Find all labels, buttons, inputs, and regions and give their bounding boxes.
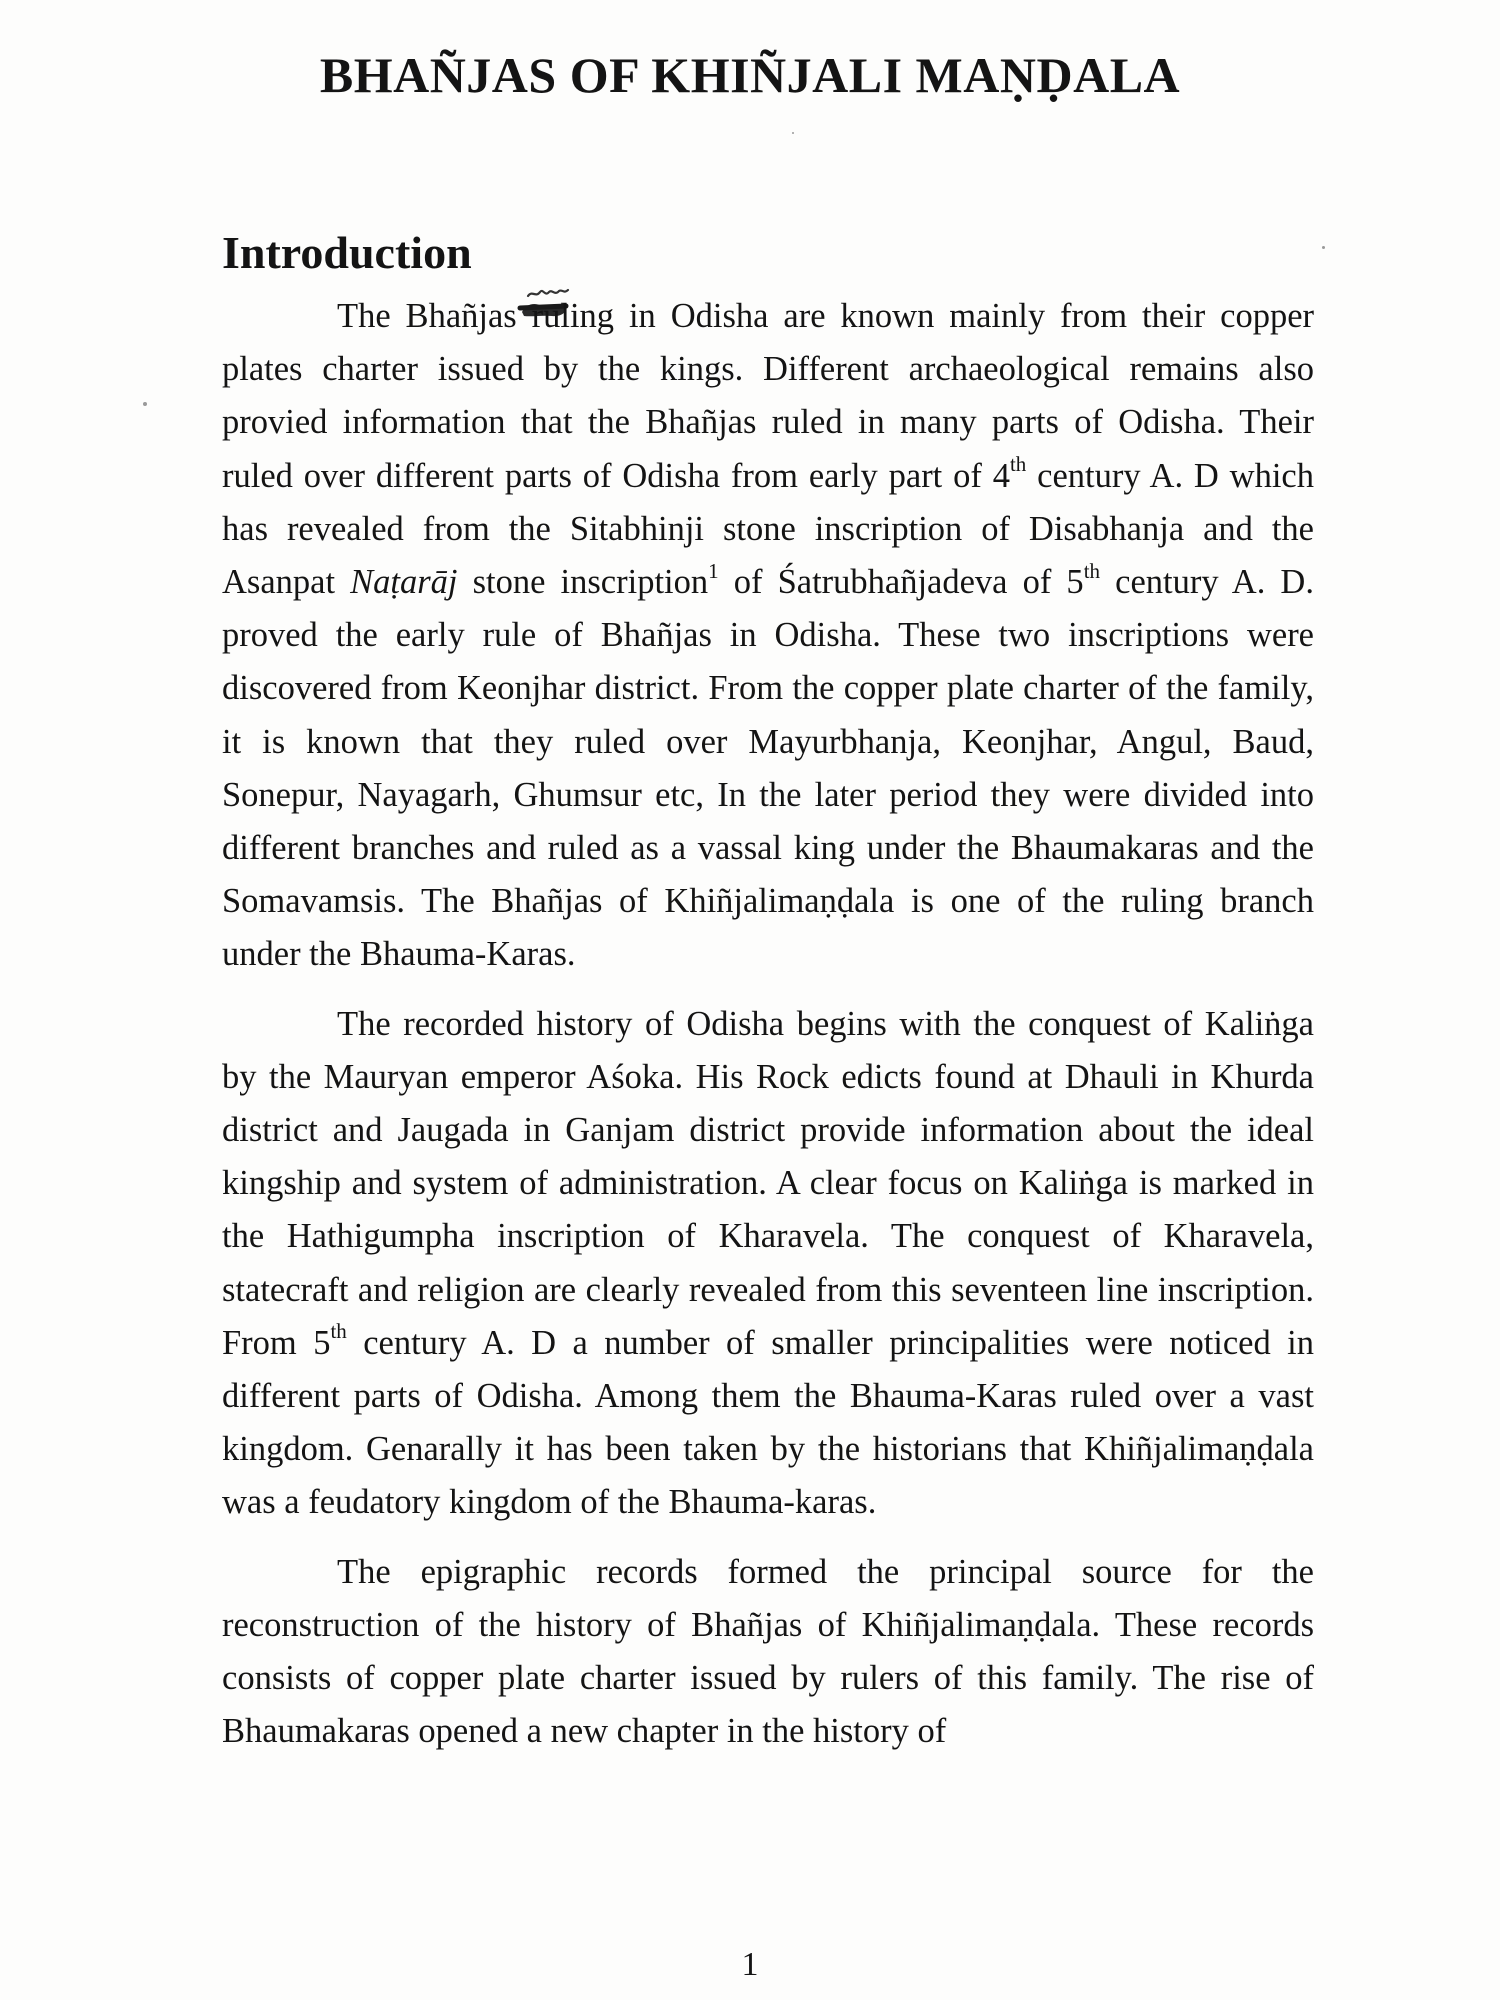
scan-speck	[1322, 246, 1325, 249]
body-text	[222, 290, 1314, 1758]
superscript: th	[330, 1319, 347, 1344]
italic-term: Naṭarāj	[350, 563, 458, 602]
paragraph-text: The epigraphic records formed the principal source for the reconstruction of the history of Bhañjas of Khiñjalimaṇḍala. These records consists of copper plate charter issued by rulers of this family. The rise of Bhaumakaras opened a new chapter in the history of	[222, 1552, 1314, 1751]
paragraph-text: century A. D which has revealed from the Sitabhinji stone inscription of Disabhanja and the Asanpat	[222, 456, 1314, 602]
paragraph	[222, 1546, 1314, 1759]
paragraph-text: century A. D a number of smaller principalities were noticed in different parts of Odisha. Among them the Bhauma-Karas ruled over a vast kingdom. Genarally it has been taken by the historians that Khiñjalimaṇḍala was a feudatory kingdom of the Bhauma-karas.	[222, 1323, 1315, 1522]
section-heading: Introduction	[222, 227, 472, 278]
paragraph	[222, 998, 1314, 1530]
paragraph-text: ruling in Odisha are known mainly from their copper plates charter issued by the kings. Different archaeological remains also provied information that the Bhañjas ruled in many parts of Odisha. Their ruled over different parts of Odisha from early part of 4	[222, 297, 1314, 495]
paragraph	[222, 290, 1314, 982]
paragraph-text: The recorded history of Odisha begins with the conquest of Kaliṅga by the Mauryan emperor Aśoka. His Rock edicts found at Dhauli in Khurda district and Jaugada in Ganjam district provide information about the ideal kingship and system of administration. A clear focus on Kaliṅga is marked in the Hathigumpha inscription of Kharavela. The conquest of Kharavela, statecraft and religion are clearly revealed from this seventeen line inscription. From 5	[222, 1004, 1314, 1362]
chapter-title: BHAÑJAS OF KHIÑJALI MAṆḌALA	[319, 47, 1181, 103]
superscript: th	[1083, 558, 1101, 583]
paragraph-text: of Śatrubhañjadeva of 5	[718, 563, 1084, 602]
superscript: th	[1009, 452, 1027, 477]
scan-speck	[143, 402, 147, 406]
paragraph-text: The Bhañjas	[337, 297, 532, 335]
paragraph-text: century A. D. proved the early rule of Bhañjas in Odisha. These two inscriptions were discovered from Keonjhar district. From the copper plate charter of the family, it is known that they ruled over Mayurbhanja, Keonjhar, Angul, Baud, Sonepur, Nayagarh, Ghumsur etc, In the later period they were divided into different branches and ruled as a vassal king under the Bhaumakaras and the Somavamsis. The Bhañjas of Khiñjalimaṇḍala is one of the ruling branch under the Bhauma-Karas.	[222, 563, 1314, 974]
scan-speck	[792, 132, 794, 134]
footnote-marker: 1	[708, 558, 719, 583]
page-number: 1	[741, 1946, 759, 1983]
paragraph-text: stone inscription	[457, 563, 709, 602]
